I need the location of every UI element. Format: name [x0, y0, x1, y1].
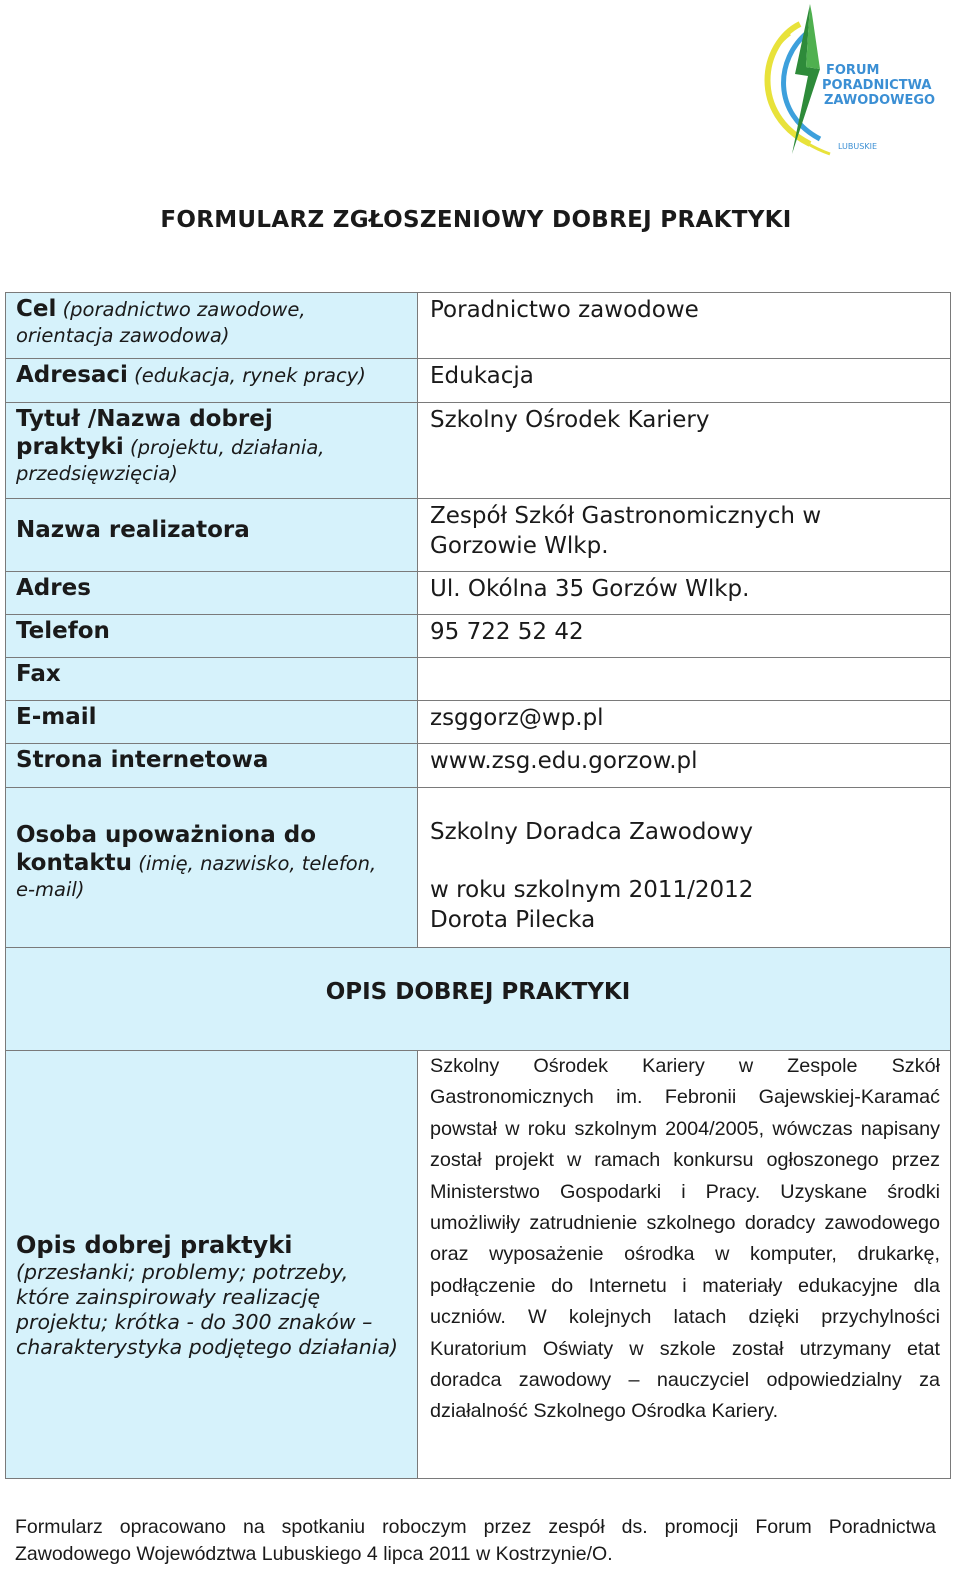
- opis-value-cell: [417, 1050, 951, 1479]
- adres-value: Ul. Okólna 35 Gorzów Wlkp.: [430, 576, 750, 602]
- cel-value: Poradnictwo zawodowe: [430, 297, 699, 323]
- cel-label: Cel: [16, 296, 57, 322]
- cel-value-cell: [417, 292, 951, 359]
- strona-value-cell: [417, 743, 951, 788]
- tytul-hint-line2: przedsięwzięcia): [16, 462, 178, 485]
- cel-label-cell: [5, 292, 418, 359]
- osoba-value-cell: [417, 787, 951, 948]
- osoba-hint-line2: e-mail): [16, 878, 85, 901]
- adres-label-cell: [5, 571, 418, 615]
- osoba-label-cell: [5, 787, 418, 948]
- opis-hint-line1: (przesłanki; problemy; potrzeby,: [16, 1259, 349, 1284]
- osoba-label-line2: kontaktu: [16, 850, 133, 876]
- fax-label: Fax: [16, 661, 61, 687]
- forum-logo: [740, 4, 950, 164]
- logo-line1: FORUM: [826, 63, 880, 78]
- fax-value-cell: [417, 657, 951, 701]
- strona-value: www.zsg.edu.gorzow.pl: [430, 748, 698, 774]
- opis-label: Opis dobrej praktyki: [16, 1230, 293, 1259]
- opis-hint-line2: które zainspirowały realizację: [16, 1284, 321, 1309]
- footer-note: Formularz opracowano na spotkaniu roboczym przez zespół ds. promocji Forum Poradnictwa Zawodowego Województwa Lubuskiego 4 lipca 2011 w Kostrzynie/O.: [15, 1516, 936, 1565]
- strona-label-cell: [5, 743, 418, 788]
- osoba-value-line2: w roku szkolnym 2011/2012: [430, 877, 754, 903]
- adresaci-value-cell: [417, 358, 951, 403]
- telefon-value: 95 722 52 42: [430, 619, 584, 645]
- realizator-label-cell: [5, 498, 418, 572]
- strona-label: Strona internetowa: [16, 747, 269, 773]
- adres-value-cell: [417, 571, 951, 615]
- osoba-hint-line1: (imię, nazwisko, telefon,: [132, 852, 377, 875]
- tytul-label-cell: [5, 402, 418, 499]
- adresaci-label-cell: [5, 358, 418, 403]
- logo-line3: ZAWODOWEGO: [824, 93, 936, 108]
- cel-hint: (poradnictwo zawodowe, orientacja zawodowa): [16, 298, 306, 347]
- realizator-value-line2: Gorzowie Wlkp.: [430, 533, 609, 559]
- logo-line2: PORADNICTWA: [822, 78, 932, 93]
- email-label: E-mail: [16, 704, 97, 730]
- adresaci-hint: (edukacja, rynek pracy): [127, 364, 366, 387]
- email-label-cell: [5, 700, 418, 744]
- osoba-value-line1: Szkolny Doradca Zawodowy: [430, 819, 753, 845]
- realizator-value-cell: [417, 498, 951, 572]
- telefon-label-cell: [5, 614, 418, 658]
- tytul-value: Szkolny Ośrodek Kariery: [430, 407, 710, 433]
- adresaci-value: Edukacja: [430, 363, 534, 389]
- form-title: FORMULARZ ZGŁOSZENIOWY DOBREJ PRAKTYKI: [160, 207, 792, 233]
- adresaci-label: Adresaci: [16, 362, 128, 388]
- tytul-label-line2: praktyki: [16, 434, 124, 460]
- osoba-label-line1: Osoba upoważniona do: [16, 822, 317, 848]
- email-value-cell: [417, 700, 951, 744]
- telefon-value-cell: [417, 614, 951, 658]
- opis-hint-line4: charakterystyka podjętego działania): [16, 1334, 399, 1359]
- tytul-label-line1: Tytuł /Nazwa dobrej: [16, 406, 273, 432]
- tytul-hint-line1: (projektu, działania,: [123, 436, 325, 459]
- opis-section-header: [5, 947, 951, 1051]
- opis-hint-line3: projektu; krótka - do 300 znaków –: [16, 1309, 373, 1334]
- logo-region: LUBUSKIE: [838, 142, 877, 151]
- telefon-label: Telefon: [16, 618, 110, 644]
- opis-label-cell: [5, 1050, 418, 1479]
- opis-description: Szkolny Ośrodek Kariery w Zespole Szkół Gastronomicznych im. Febronii Gajewskiej-Karamać powstał w roku szkolnym 2004/2005, wówczas napisany został projekt w ramach konkursu ogłoszonego przez Ministerstwo Gospodarki i Pracy. Uzyskane środki umożliwiły zatrudnienie szkolnego doradcy zawodowego oraz wyposażenie ośrodka w komputer, drukarkę, podłączenie do Internetu i materiały edukacyjne dla uczniów. W kolejnych latach dzięki przychylności Kuratorium Oświaty w szkole został utrzymany etat doradca zawodowy – nauczyciel odpowiedzialny za działalność Szkolnego Ośrodka Kariery.: [430, 1055, 940, 1423]
- realizator-label: Nazwa realizatora: [16, 517, 250, 543]
- realizator-value-line1: Zespół Szkół Gastronomicznych w: [430, 503, 822, 529]
- email-value: zsggorz@wp.pl: [430, 705, 604, 731]
- adres-label: Adres: [16, 575, 91, 601]
- opis-header-text: OPIS DOBREJ PRAKTYKI: [325, 979, 631, 1005]
- fax-label-cell: [5, 657, 418, 701]
- tytul-value-cell: [417, 402, 951, 499]
- osoba-value-line3: Dorota Pilecka: [430, 907, 596, 933]
